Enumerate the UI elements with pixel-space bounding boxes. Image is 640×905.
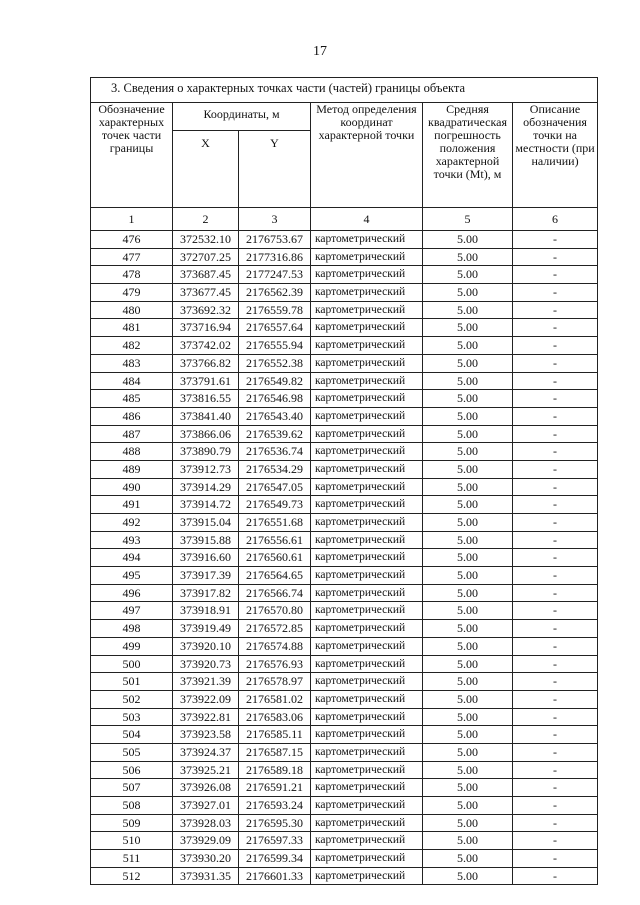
description-cell: - <box>513 655 598 673</box>
table-row <box>91 425 598 443</box>
point-id-cell: 485 <box>91 390 173 408</box>
description-cell: - <box>513 850 598 868</box>
error-cell: 5.00 <box>423 779 513 797</box>
method-cell: картометрический <box>311 478 423 496</box>
error-cell: 5.00 <box>423 637 513 655</box>
description-cell: - <box>513 726 598 744</box>
point-id-cell: 499 <box>91 637 173 655</box>
description-cell: - <box>513 284 598 302</box>
method-cell: картометрический <box>311 655 423 673</box>
method-cell: картометрический <box>311 443 423 461</box>
method-cell: картометрический <box>311 779 423 797</box>
description-cell: - <box>513 690 598 708</box>
x-coordinate-cell: 373919.49 <box>173 620 239 638</box>
description-cell: - <box>513 761 598 779</box>
method-cell: картометрический <box>311 354 423 372</box>
x-coordinate-cell: 373920.10 <box>173 637 239 655</box>
x-coordinate-cell: 373922.81 <box>173 708 239 726</box>
point-id-cell: 487 <box>91 425 173 443</box>
error-cell: 5.00 <box>423 460 513 478</box>
x-coordinate-cell: 373927.01 <box>173 797 239 815</box>
error-cell: 5.00 <box>423 602 513 620</box>
error-cell: 5.00 <box>423 301 513 319</box>
point-id-cell: 491 <box>91 496 173 514</box>
table-row <box>91 690 598 708</box>
y-coordinate-cell: 2176595.30 <box>239 814 311 832</box>
table-row <box>91 301 598 319</box>
error-cell: 5.00 <box>423 567 513 585</box>
x-coordinate-cell: 373920.73 <box>173 655 239 673</box>
y-coordinate-cell: 2176551.68 <box>239 514 311 532</box>
point-id-cell: 476 <box>91 231 173 249</box>
description-cell: - <box>513 478 598 496</box>
error-cell: 5.00 <box>423 478 513 496</box>
y-coordinate-cell: 2176536.74 <box>239 443 311 461</box>
header-x: X <box>173 131 239 208</box>
method-cell: картометрический <box>311 637 423 655</box>
y-coordinate-cell: 2176597.33 <box>239 832 311 850</box>
point-id-cell: 494 <box>91 549 173 567</box>
y-coordinate-cell: 2176552.38 <box>239 354 311 372</box>
point-id-cell: 495 <box>91 567 173 585</box>
x-coordinate-cell: 373924.37 <box>173 743 239 761</box>
y-coordinate-cell: 2176601.33 <box>239 867 311 885</box>
column-number: 5 <box>423 208 513 231</box>
description-cell: - <box>513 708 598 726</box>
method-cell: картометрический <box>311 850 423 868</box>
description-cell: - <box>513 814 598 832</box>
method-cell: картометрический <box>311 797 423 815</box>
table-row <box>91 620 598 638</box>
method-cell: картометрический <box>311 690 423 708</box>
table-row <box>91 443 598 461</box>
error-cell: 5.00 <box>423 319 513 337</box>
method-cell: картометрический <box>311 496 423 514</box>
x-coordinate-cell: 373791.61 <box>173 372 239 390</box>
x-coordinate-cell: 373929.09 <box>173 832 239 850</box>
description-cell: - <box>513 443 598 461</box>
method-cell: картометрический <box>311 531 423 549</box>
section-title: 3. Сведения о характерных точках части (частей) границы объекта <box>91 78 598 103</box>
point-id-cell: 482 <box>91 337 173 355</box>
column-numbers-row <box>91 208 598 231</box>
method-cell: картометрический <box>311 814 423 832</box>
y-coordinate-cell: 2176539.62 <box>239 425 311 443</box>
point-id-cell: 497 <box>91 602 173 620</box>
x-coordinate-cell: 372532.10 <box>173 231 239 249</box>
y-coordinate-cell: 2176547.05 <box>239 478 311 496</box>
error-cell: 5.00 <box>423 620 513 638</box>
y-coordinate-cell: 2176549.82 <box>239 372 311 390</box>
description-cell: - <box>513 602 598 620</box>
y-coordinate-cell: 2176534.29 <box>239 460 311 478</box>
x-coordinate-cell: 373914.72 <box>173 496 239 514</box>
section-title-row <box>91 78 598 103</box>
description-cell: - <box>513 584 598 602</box>
error-cell: 5.00 <box>423 708 513 726</box>
y-coordinate-cell: 2176570.80 <box>239 602 311 620</box>
table-row <box>91 231 598 249</box>
table-row <box>91 337 598 355</box>
description-cell: - <box>513 407 598 425</box>
column-number: 2 <box>173 208 239 231</box>
x-coordinate-cell: 373930.20 <box>173 850 239 868</box>
method-cell: картометрический <box>311 284 423 302</box>
error-cell: 5.00 <box>423 496 513 514</box>
boundary-points-table <box>90 77 598 885</box>
x-coordinate-cell: 373912.73 <box>173 460 239 478</box>
point-id-cell: 502 <box>91 690 173 708</box>
point-id-cell: 508 <box>91 797 173 815</box>
description-cell: - <box>513 637 598 655</box>
method-cell: картометрический <box>311 390 423 408</box>
header-error: Средняя квадратическая погрешность положения характерной точки (Mt), м <box>423 103 513 208</box>
description-cell: - <box>513 673 598 691</box>
x-coordinate-cell: 373922.09 <box>173 690 239 708</box>
error-cell: 5.00 <box>423 337 513 355</box>
header-description: Описание обозначения точки на местности (при наличии) <box>513 103 598 208</box>
point-id-cell: 501 <box>91 673 173 691</box>
method-cell: картометрический <box>311 761 423 779</box>
header-coordinates: Координаты, м <box>173 103 311 131</box>
error-cell: 5.00 <box>423 531 513 549</box>
table-row <box>91 478 598 496</box>
table-row <box>91 514 598 532</box>
x-coordinate-cell: 373921.39 <box>173 673 239 691</box>
point-id-cell: 478 <box>91 266 173 284</box>
method-cell: картометрический <box>311 726 423 744</box>
column-number: 3 <box>239 208 311 231</box>
error-cell: 5.00 <box>423 372 513 390</box>
method-cell: картометрический <box>311 549 423 567</box>
table-row <box>91 708 598 726</box>
error-cell: 5.00 <box>423 850 513 868</box>
error-cell: 5.00 <box>423 690 513 708</box>
table-row <box>91 673 598 691</box>
description-cell: - <box>513 531 598 549</box>
y-coordinate-cell: 2176560.61 <box>239 549 311 567</box>
error-cell: 5.00 <box>423 743 513 761</box>
y-coordinate-cell: 2176572.85 <box>239 620 311 638</box>
table-row <box>91 602 598 620</box>
error-cell: 5.00 <box>423 584 513 602</box>
point-id-cell: 512 <box>91 867 173 885</box>
table-row <box>91 390 598 408</box>
error-cell: 5.00 <box>423 248 513 266</box>
header-row <box>91 103 598 131</box>
point-id-cell: 481 <box>91 319 173 337</box>
description-cell: - <box>513 514 598 532</box>
table-row <box>91 354 598 372</box>
y-coordinate-cell: 2176581.02 <box>239 690 311 708</box>
header-designation: Обозначение характерных точек части границы <box>91 103 173 208</box>
y-coordinate-cell: 2176546.98 <box>239 390 311 408</box>
table-row <box>91 814 598 832</box>
x-coordinate-cell: 373816.55 <box>173 390 239 408</box>
x-coordinate-cell: 373687.45 <box>173 266 239 284</box>
error-cell: 5.00 <box>423 231 513 249</box>
y-coordinate-cell: 2176578.97 <box>239 673 311 691</box>
table-row <box>91 867 598 885</box>
x-coordinate-cell: 373917.82 <box>173 584 239 602</box>
description-cell: - <box>513 301 598 319</box>
method-cell: картометрический <box>311 372 423 390</box>
error-cell: 5.00 <box>423 655 513 673</box>
x-coordinate-cell: 373841.40 <box>173 407 239 425</box>
column-number: 4 <box>311 208 423 231</box>
table-row <box>91 266 598 284</box>
point-id-cell: 504 <box>91 726 173 744</box>
description-cell: - <box>513 567 598 585</box>
x-coordinate-cell: 373923.58 <box>173 726 239 744</box>
description-cell: - <box>513 620 598 638</box>
x-coordinate-cell: 373866.06 <box>173 425 239 443</box>
point-id-cell: 490 <box>91 478 173 496</box>
error-cell: 5.00 <box>423 867 513 885</box>
error-cell: 5.00 <box>423 390 513 408</box>
table-row <box>91 850 598 868</box>
error-cell: 5.00 <box>423 673 513 691</box>
description-cell: - <box>513 337 598 355</box>
point-id-cell: 511 <box>91 850 173 868</box>
method-cell: картометрический <box>311 407 423 425</box>
table-row <box>91 637 598 655</box>
error-cell: 5.00 <box>423 284 513 302</box>
y-coordinate-cell: 2176559.78 <box>239 301 311 319</box>
y-coordinate-cell: 2176591.21 <box>239 779 311 797</box>
point-id-cell: 483 <box>91 354 173 372</box>
point-id-cell: 489 <box>91 460 173 478</box>
point-id-cell: 493 <box>91 531 173 549</box>
method-cell: картометрический <box>311 301 423 319</box>
error-cell: 5.00 <box>423 407 513 425</box>
error-cell: 5.00 <box>423 814 513 832</box>
point-id-cell: 492 <box>91 514 173 532</box>
method-cell: картометрический <box>311 248 423 266</box>
point-id-cell: 506 <box>91 761 173 779</box>
error-cell: 5.00 <box>423 443 513 461</box>
description-cell: - <box>513 425 598 443</box>
error-cell: 5.00 <box>423 266 513 284</box>
y-coordinate-cell: 2176564.65 <box>239 567 311 585</box>
point-id-cell: 496 <box>91 584 173 602</box>
point-id-cell: 509 <box>91 814 173 832</box>
method-cell: картометрический <box>311 708 423 726</box>
table-row <box>91 407 598 425</box>
point-id-cell: 503 <box>91 708 173 726</box>
point-id-cell: 479 <box>91 284 173 302</box>
x-coordinate-cell: 373692.32 <box>173 301 239 319</box>
column-number: 1 <box>91 208 173 231</box>
error-cell: 5.00 <box>423 514 513 532</box>
table-row <box>91 248 598 266</box>
y-coordinate-cell: 2176593.24 <box>239 797 311 815</box>
method-cell: картометрический <box>311 231 423 249</box>
y-coordinate-cell: 2176589.18 <box>239 761 311 779</box>
y-coordinate-cell: 2176585.11 <box>239 726 311 744</box>
point-id-cell: 486 <box>91 407 173 425</box>
table-row <box>91 726 598 744</box>
y-coordinate-cell: 2176587.15 <box>239 743 311 761</box>
header-method: Метод определения координат характерной точки <box>311 103 423 208</box>
y-coordinate-cell: 2176555.94 <box>239 337 311 355</box>
method-cell: картометрический <box>311 620 423 638</box>
y-coordinate-cell: 2176549.73 <box>239 496 311 514</box>
point-id-cell: 488 <box>91 443 173 461</box>
description-cell: - <box>513 248 598 266</box>
x-coordinate-cell: 373915.04 <box>173 514 239 532</box>
table-row <box>91 797 598 815</box>
x-coordinate-cell: 373716.94 <box>173 319 239 337</box>
error-cell: 5.00 <box>423 832 513 850</box>
table-row <box>91 372 598 390</box>
description-cell: - <box>513 496 598 514</box>
page-number: 17 <box>313 44 327 59</box>
x-coordinate-cell: 373914.29 <box>173 478 239 496</box>
table-row <box>91 460 598 478</box>
description-cell: - <box>513 549 598 567</box>
table-row <box>91 655 598 673</box>
x-coordinate-cell: 373926.08 <box>173 779 239 797</box>
header-y: Y <box>239 131 311 208</box>
error-cell: 5.00 <box>423 726 513 744</box>
y-coordinate-cell: 2177316.86 <box>239 248 311 266</box>
point-id-cell: 510 <box>91 832 173 850</box>
description-cell: - <box>513 743 598 761</box>
y-coordinate-cell: 2176556.61 <box>239 531 311 549</box>
description-cell: - <box>513 231 598 249</box>
table-row <box>91 319 598 337</box>
table-row <box>91 531 598 549</box>
y-coordinate-cell: 2176562.39 <box>239 284 311 302</box>
y-coordinate-cell: 2176576.93 <box>239 655 311 673</box>
y-coordinate-cell: 2176543.40 <box>239 407 311 425</box>
description-cell: - <box>513 832 598 850</box>
column-number: 6 <box>513 208 598 231</box>
x-coordinate-cell: 373916.60 <box>173 549 239 567</box>
x-coordinate-cell: 373766.82 <box>173 354 239 372</box>
table-row <box>91 567 598 585</box>
y-coordinate-cell: 2176566.74 <box>239 584 311 602</box>
table-row <box>91 496 598 514</box>
y-coordinate-cell: 2176557.64 <box>239 319 311 337</box>
method-cell: картометрический <box>311 867 423 885</box>
method-cell: картометрический <box>311 673 423 691</box>
error-cell: 5.00 <box>423 425 513 443</box>
y-coordinate-cell: 2176583.06 <box>239 708 311 726</box>
method-cell: картометрический <box>311 602 423 620</box>
x-coordinate-cell: 373915.88 <box>173 531 239 549</box>
description-cell: - <box>513 797 598 815</box>
description-cell: - <box>513 460 598 478</box>
description-cell: - <box>513 372 598 390</box>
x-coordinate-cell: 373925.21 <box>173 761 239 779</box>
table-row <box>91 779 598 797</box>
table-row <box>91 743 598 761</box>
x-coordinate-cell: 373928.03 <box>173 814 239 832</box>
description-cell: - <box>513 390 598 408</box>
error-cell: 5.00 <box>423 549 513 567</box>
description-cell: - <box>513 266 598 284</box>
x-coordinate-cell: 373890.79 <box>173 443 239 461</box>
point-id-cell: 505 <box>91 743 173 761</box>
table-row <box>91 549 598 567</box>
method-cell: картометрический <box>311 425 423 443</box>
method-cell: картометрический <box>311 337 423 355</box>
x-coordinate-cell: 373918.91 <box>173 602 239 620</box>
y-coordinate-cell: 2176753.67 <box>239 231 311 249</box>
point-id-cell: 498 <box>91 620 173 638</box>
method-cell: картометрический <box>311 584 423 602</box>
table-row <box>91 761 598 779</box>
table-row <box>91 584 598 602</box>
description-cell: - <box>513 867 598 885</box>
method-cell: картометрический <box>311 266 423 284</box>
table-row <box>91 284 598 302</box>
point-id-cell: 507 <box>91 779 173 797</box>
error-cell: 5.00 <box>423 354 513 372</box>
method-cell: картометрический <box>311 319 423 337</box>
x-coordinate-cell: 373742.02 <box>173 337 239 355</box>
x-coordinate-cell: 373917.39 <box>173 567 239 585</box>
method-cell: картометрический <box>311 460 423 478</box>
y-coordinate-cell: 2176599.34 <box>239 850 311 868</box>
point-id-cell: 484 <box>91 372 173 390</box>
point-id-cell: 500 <box>91 655 173 673</box>
description-cell: - <box>513 779 598 797</box>
point-id-cell: 477 <box>91 248 173 266</box>
method-cell: картометрический <box>311 832 423 850</box>
error-cell: 5.00 <box>423 797 513 815</box>
x-coordinate-cell: 373677.45 <box>173 284 239 302</box>
point-id-cell: 480 <box>91 301 173 319</box>
error-cell: 5.00 <box>423 761 513 779</box>
method-cell: картометрический <box>311 514 423 532</box>
description-cell: - <box>513 354 598 372</box>
x-coordinate-cell: 372707.25 <box>173 248 239 266</box>
y-coordinate-cell: 2176574.88 <box>239 637 311 655</box>
y-coordinate-cell: 2177247.53 <box>239 266 311 284</box>
method-cell: картометрический <box>311 567 423 585</box>
x-coordinate-cell: 373931.35 <box>173 867 239 885</box>
method-cell: картометрический <box>311 743 423 761</box>
table-row <box>91 832 598 850</box>
description-cell: - <box>513 319 598 337</box>
